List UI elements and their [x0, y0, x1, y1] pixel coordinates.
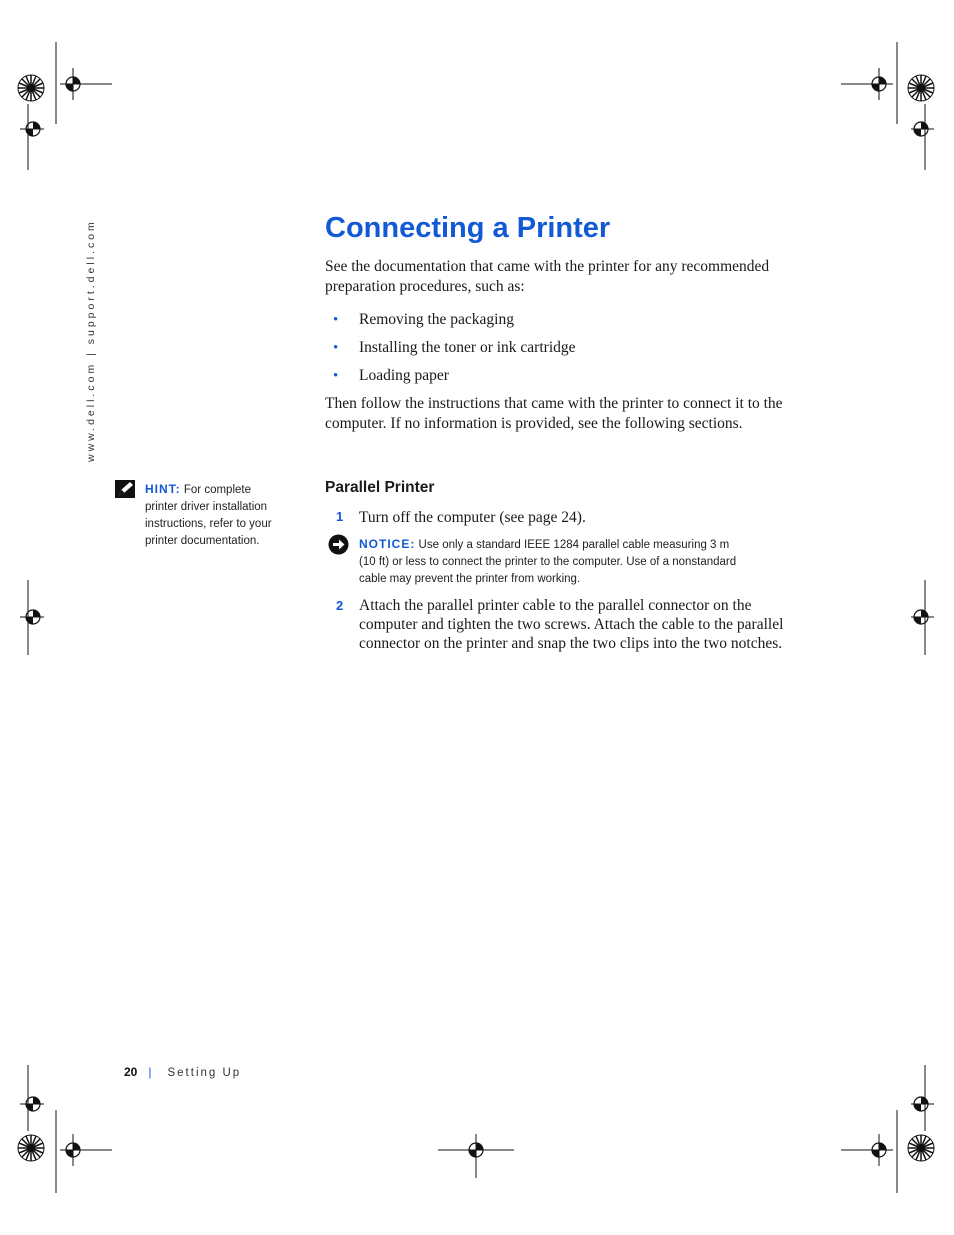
notice-label: NOTICE: — [359, 537, 416, 551]
step-number: 1 — [336, 509, 344, 524]
footer-section: Setting Up — [167, 1067, 242, 1079]
bullet-text: Installing the toner or ink cartridge — [359, 339, 576, 356]
section-heading: Parallel Printer — [325, 479, 435, 496]
hint-label: HINT: — [145, 482, 181, 496]
side-url: www.dell.com | support.dell.com — [85, 219, 97, 462]
bullet-icon: • — [333, 312, 339, 328]
step-line: computer and tighten the two screws. Attach the cable to the parallel — [359, 616, 784, 633]
footer-separator: | — [148, 1065, 152, 1079]
bullet-text: Removing the packaging — [359, 311, 514, 328]
hint-line: For complete — [183, 484, 251, 496]
bullet-icon: • — [333, 340, 339, 356]
hint-line: printer documentation. — [145, 535, 260, 547]
step-line: Attach the parallel printer cable to the parallel connector on the — [359, 597, 752, 614]
notice-line: (10 ft) or less to connect the printer to the computer. Use of a nonstandard — [359, 556, 737, 568]
intro-line: See the documentation that came with the printer for any recommended — [325, 258, 770, 275]
intro-line: preparation procedures, such as: — [325, 278, 525, 295]
hint-line: instructions, refer to your — [145, 518, 272, 530]
follow-line: Then follow the instructions that came with the printer to connect it to the — [325, 395, 783, 412]
notice-line: cable may prevent the printer from working. — [359, 573, 581, 585]
hint-line: printer driver installation — [145, 501, 268, 513]
page-title: Connecting a Printer — [325, 212, 611, 244]
step-line: connector on the printer and snap the two clips into the two notches. — [359, 635, 783, 652]
page-number: 20 — [124, 1065, 138, 1079]
step-text: Turn off the computer (see page 24). — [359, 509, 586, 526]
bullet-text: Loading paper — [359, 367, 449, 384]
follow-line: computer. If no information is provided, see the following sections. — [325, 415, 743, 432]
bullet-icon: • — [333, 368, 339, 384]
notice-line: Use only a standard IEEE 1284 parallel cable measuring 3 m — [418, 539, 730, 551]
step-number: 2 — [336, 598, 344, 613]
